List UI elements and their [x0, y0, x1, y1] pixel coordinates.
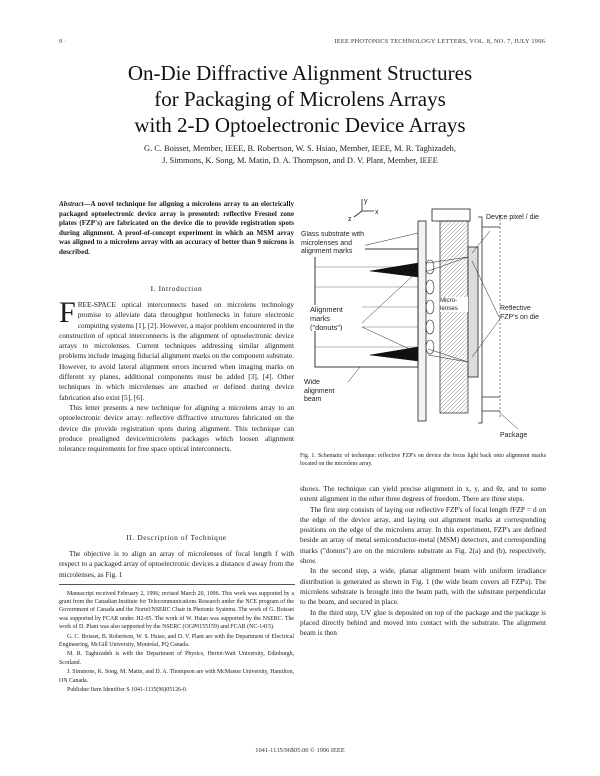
label-microlenses: Micro-lenses [440, 297, 468, 312]
intro-paragraph-1 [59, 296, 295, 403]
page-number: 9 · [59, 38, 67, 45]
footnotes [59, 590, 294, 696]
right-paragraph-1: shows. The technique can yield precise alignment in x, y, and θz, and to some extent alignment in the other three degrees of freedom. There are three steps. [300, 484, 546, 504]
footnote-rule [59, 584, 295, 585]
package-frame [478, 217, 482, 423]
footnote-mcmaster: J. Simmons, K. Song, M. Matin, and D. A. Thompson are with McMaster University, Hamilton, ON Canada. [59, 669, 294, 684]
right-paragraph-3: In the second step, a wide, planar alignment beam with uniform irradiance distribution is generated as shown in Fig. 1 (the wide beam covers all FZP's). The microlens substrate is brought into the beam path, with the substrate perpendicular to the beam, and secured in place. [300, 566, 546, 607]
drop-cap: F [59, 296, 76, 329]
label-reflective-fzp-box [500, 305, 546, 331]
paper-title [60, 60, 540, 138]
right-column-body [300, 484, 546, 638]
device-die [468, 247, 478, 377]
package-pins [482, 215, 500, 419]
axis-x-label: x [375, 209, 379, 216]
right-paragraph-4: In the third step, UV glue is deposited on top of the package and the package is placed directly behind and moved into contact with the substrate. The alignment beam is then [300, 607, 546, 638]
intro-paragraph-2: This letter presents a new technique for aligning a microlens array to an optoelectronic device array: reflective diffractive structures fabricated on the device die provide registration spots during alignment. This technique can produce prealigned device/microlens packages which loosen alignment tolerance requirements for free space optical interconnects. [59, 402, 294, 454]
microlens-array [426, 260, 434, 354]
abstract-text: A novel technique for aligning a microlens array to an electrically packaged optoelectronic device array is presented: reflective Fresnel zone plates (FZP's) are fabricated on the device die to provide registration spots during alignment. A proof-of-concept experiment in which an MSM array was aligned to a microlens array with an accuracy of better than 9 microns is described. [59, 200, 294, 256]
abstract [59, 200, 294, 258]
figure-1-schematic [300, 197, 546, 449]
copyright-footer: 1041-1135/96$05.00 © 1996 IEEE [255, 747, 345, 754]
journal-header: IEEE PHOTONICS TECHNOLOGY LETTERS, VOL. 8, NO. 7, JULY 1996 [334, 38, 545, 45]
author-line-1: G. C. Boisset, Member, IEEE, B. Robertson, W. S. Hsiao, Member, IEEE, M. R. Taghizadeh, [144, 144, 456, 153]
intro-paragraph-1-text: REE-SPACE optical interconnects based on microlens technology promise to alleviate data throughput bottlenecks in future electronic computing systems [1], [2]. However, a major problem encountered in the construction of optical interconnects is the alignment of optoelectronic device arrays to microlenses. Current techniques addressing similar alignment problems include imaging fiducial alignment marks on the component substrate. However, to avoid lateral alignment errors incurred when imaging marks on different xy planes, additional components must be added [3], [4]. Other techniques in which microlenses are attached or defined during device fabrication also exist [5], [6]. [59, 300, 295, 402]
abstract-label: Abstract— [59, 200, 91, 208]
axis-z-label: z [348, 216, 352, 223]
label-glass-substrate-box [301, 231, 365, 271]
section-heading-technique: II. Description of Technique [126, 533, 227, 542]
author-list [60, 143, 540, 167]
footnote-manuscript: Manuscript received February 2, 1996; revised March 20, 1996. This work was supported by a grant from the Canadian Institute for Telecommunications Research under the NCE program of the Government of Canada and the Nortel/NSERC Chair in Photonic Systems. The work of G. Boisset was supported by FCAR under. H2-05. The work of W. Hsiao was supported by the NSERC. The work of D. Plant was also supported by the NSERC (OGP0155159) and FCAR (NC-1415). [59, 591, 294, 630]
title-line-2: for Packaging of Microlens Arrays [154, 87, 446, 111]
section-heading-introduction: I. Introduction [150, 284, 203, 293]
glass-substrate [418, 221, 426, 421]
footnote-heriot-watt: M. R. Taghizadeh is with the Department of Physics, Heriot-Watt University, Edinburgh, Scotland. [59, 651, 294, 666]
package-top-cap [432, 209, 470, 221]
label-alignment-marks-box [310, 305, 362, 331]
label-glass-substrate: Glass substrate with microlenses and alignment marks [301, 231, 365, 255]
author-line-2: J. Simmons, K. Song, M. Matin, D. A. Thompson, and D. V. Plant, Member, IEEE [162, 156, 438, 165]
technique-paragraph-1: The objective is to align an array of microlenses of focal length f with respect to a packaged array of optoelectronic devices a distance d away from the microlenses, as Fig. 1 [59, 549, 294, 579]
coordinate-axes [348, 198, 379, 223]
introduction-body [59, 296, 295, 454]
label-wide-beam-box [304, 379, 348, 411]
footnote-mcgill: G. C. Boisset, B. Robertson, W. S. Hsiao, and D. V. Plant are with the Department of Electrical Engineering, McGill University, Montréal, PQ Canada. [59, 633, 294, 648]
label-microlenses-box [440, 297, 468, 323]
label-package: Package [500, 432, 528, 439]
label-reflective-fzp: Reflective FZP's on die [500, 305, 546, 322]
right-paragraph-2: The first step consists of laying out reflective FZP's of focal length fFZP = d on the edge of the device array, and laying out alignment marks at corresponding positions on the edge of the microlens array. In this experiment, FZP's are defined beside an array of metal semiconductor-metal (MSM) detectors, and corresponding marks ("donuts") are on the microlens substrate as Fig. 2(a) and (b), respectively, show. [300, 504, 546, 566]
technique-body [59, 549, 294, 580]
label-device-pixel: Device pixel / die [486, 214, 539, 221]
footnote-publisher-id: Publisher Item Identifier S 1041-1135(96)05126-0. [67, 687, 188, 694]
figure-1-caption: Fig. 1. Schematic of technique: reflective FZP's on device die focus light back onto alignment marks located on the microlens array. [300, 453, 546, 467]
axis-y-label: y [364, 198, 368, 205]
label-alignment-marks: Alignment marks ("donuts") [310, 305, 362, 331]
title-line-1: On-Die Diffractive Alignment Structures [127, 61, 473, 85]
title-line-3: with 2-D Optoelectronic Device Arrays [134, 113, 466, 137]
label-wide-beam: Wide alignment beam [304, 379, 348, 405]
